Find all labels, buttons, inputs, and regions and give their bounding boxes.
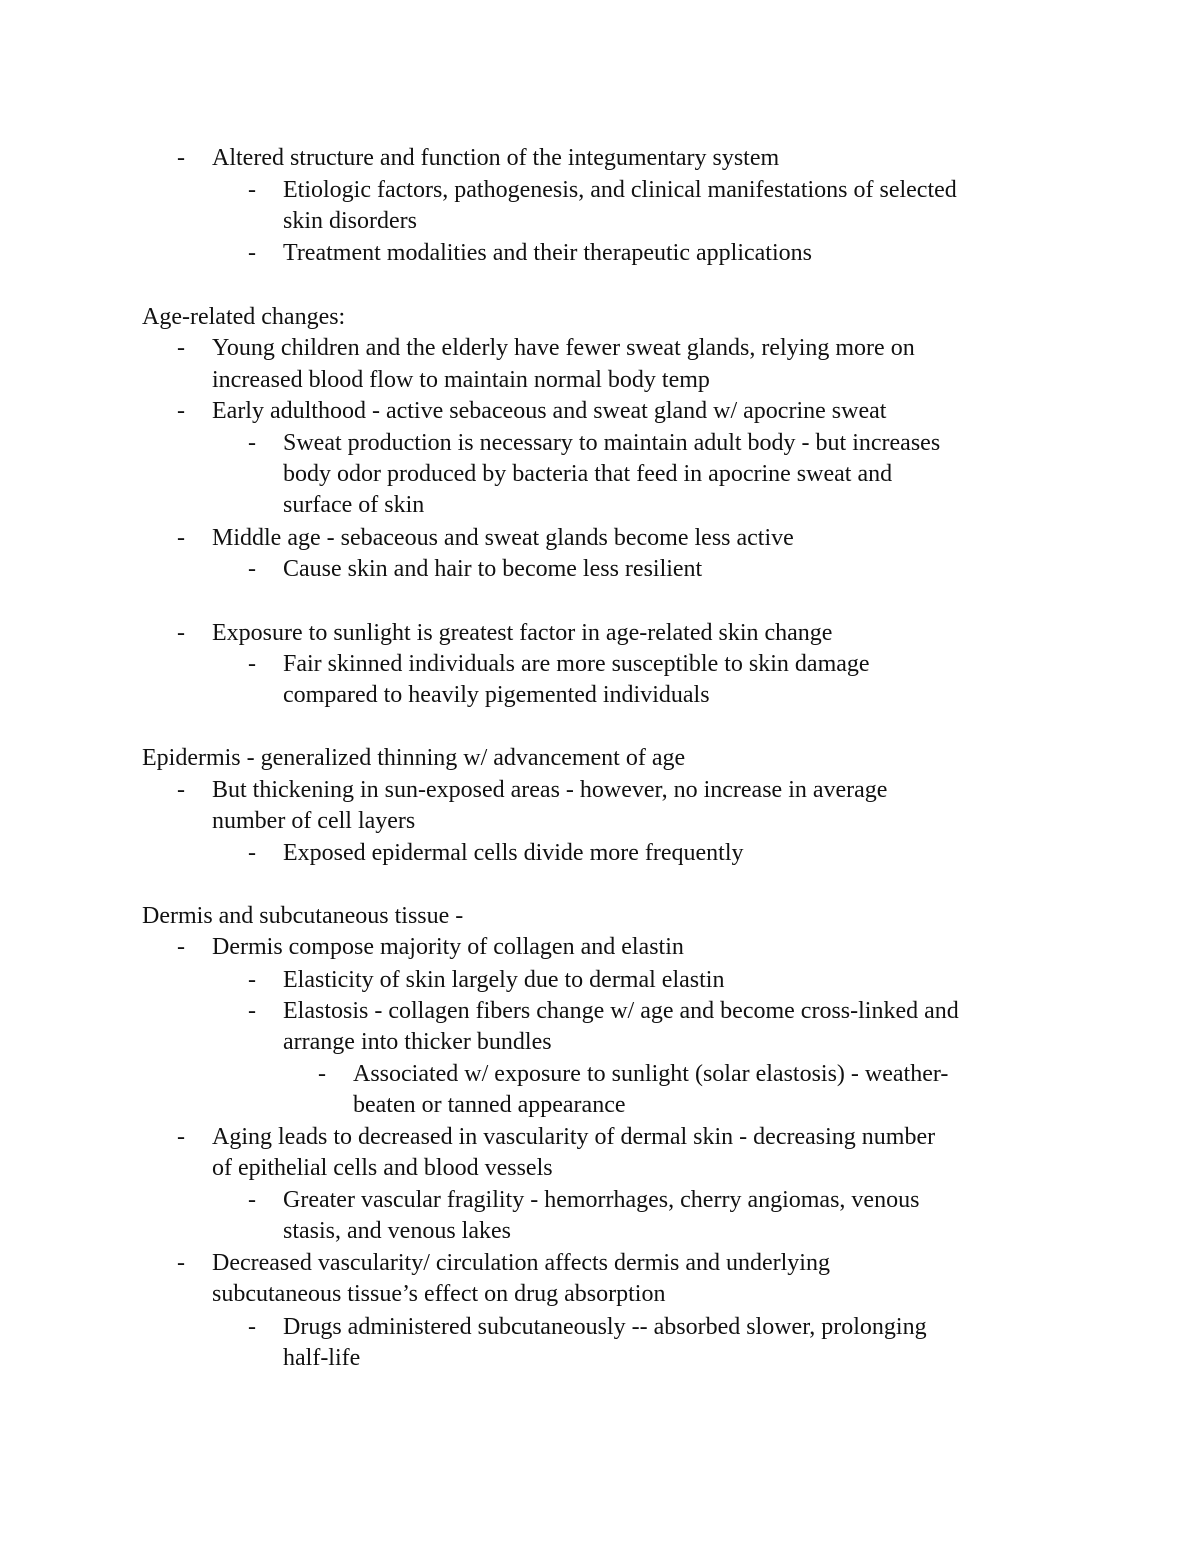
list-item-text: skin disorders	[283, 208, 417, 234]
list-item-text: Dermis compose majority of collagen and elastin	[212, 934, 684, 960]
bullet-dash: -	[177, 934, 185, 960]
bullet-dash: -	[248, 240, 256, 266]
bullet-dash: -	[318, 1061, 326, 1087]
list-item-text: surface of skin	[283, 492, 425, 518]
list-item-text: Young children and the elderly have fewer sweat glands, relying more on	[212, 335, 915, 361]
list-item-text: Treatment modalities and their therapeutic applications	[283, 240, 812, 266]
list-item-text: of epithelial cells and blood vessels	[212, 1155, 553, 1181]
bullet-dash: -	[177, 1250, 185, 1276]
list-item-text: Etiologic factors, pathogenesis, and clinical manifestations of selected	[283, 177, 957, 203]
list-item-text: compared to heavily pigemented individuals	[283, 682, 710, 708]
list-item-text: increased blood flow to maintain normal body temp	[212, 367, 710, 393]
list-item-text: Exposure to sunlight is greatest factor in age-related skin change	[212, 620, 833, 646]
section-heading: Dermis and subcutaneous tissue -	[142, 903, 464, 929]
bullet-dash: -	[177, 145, 185, 171]
list-item-text: Elastosis - collagen fibers change w/ age and become cross-linked and	[283, 998, 959, 1024]
bullet-dash: -	[177, 1124, 185, 1150]
bullet-dash: -	[177, 525, 185, 551]
bullet-dash: -	[248, 651, 256, 677]
list-item-text: Altered structure and function of the integumentary system	[212, 145, 780, 171]
list-item-text: Drugs administered subcutaneously -- absorbed slower, prolonging	[283, 1314, 927, 1340]
list-item-text: subcutaneous tissue’s effect on drug absorption	[212, 1281, 666, 1307]
list-item-text: Middle age - sebaceous and sweat glands become less active	[212, 525, 794, 551]
list-item-text: Fair skinned individuals are more susceptible to skin damage	[283, 651, 870, 677]
list-item-text: half-life	[283, 1345, 361, 1371]
list-item-text: Associated w/ exposure to sunlight (solar elastosis) - weather-	[353, 1061, 949, 1087]
bullet-dash: -	[248, 1187, 256, 1213]
list-item-text: Exposed epidermal cells divide more frequently	[283, 840, 744, 866]
list-item-text: beaten or tanned appearance	[353, 1092, 626, 1118]
list-item-text: number of cell layers	[212, 808, 416, 834]
bullet-dash: -	[248, 177, 256, 203]
bullet-dash: -	[177, 335, 185, 361]
bullet-dash: -	[248, 840, 256, 866]
list-item-text: Elasticity of skin largely due to dermal elastin	[283, 967, 725, 993]
section-heading: Age-related changes:	[142, 304, 346, 330]
bullet-dash: -	[177, 777, 185, 803]
list-item-text: stasis, and venous lakes	[283, 1218, 511, 1244]
list-item-text: body odor produced by bacteria that feed in apocrine sweat and	[283, 461, 893, 487]
bullet-dash: -	[248, 430, 256, 456]
bullet-dash: -	[177, 620, 185, 646]
bullet-dash: -	[177, 398, 185, 424]
bullet-dash: -	[248, 998, 256, 1024]
list-item-text: Sweat production is necessary to maintain adult body - but increases	[283, 430, 941, 456]
bullet-dash: -	[248, 967, 256, 993]
bullet-dash: -	[248, 556, 256, 582]
bullet-dash: -	[248, 1314, 256, 1340]
list-item-text: Aging leads to decreased in vascularity of dermal skin - decreasing number	[212, 1124, 936, 1150]
list-item-text: Cause skin and hair to become less resilient	[283, 556, 703, 582]
section-heading: Epidermis - generalized thinning w/ advancement of age	[142, 745, 686, 771]
list-item-text: arrange into thicker bundles	[283, 1029, 552, 1055]
list-item-text: But thickening in sun-exposed areas - however, no increase in average	[212, 777, 888, 803]
list-item-text: Decreased vascularity/ circulation affects dermis and underlying	[212, 1250, 830, 1276]
list-item-text: Greater vascular fragility - hemorrhages, cherry angiomas, venous	[283, 1187, 920, 1213]
list-item-text: Early adulthood - active sebaceous and sweat gland w/ apocrine sweat	[212, 398, 887, 424]
